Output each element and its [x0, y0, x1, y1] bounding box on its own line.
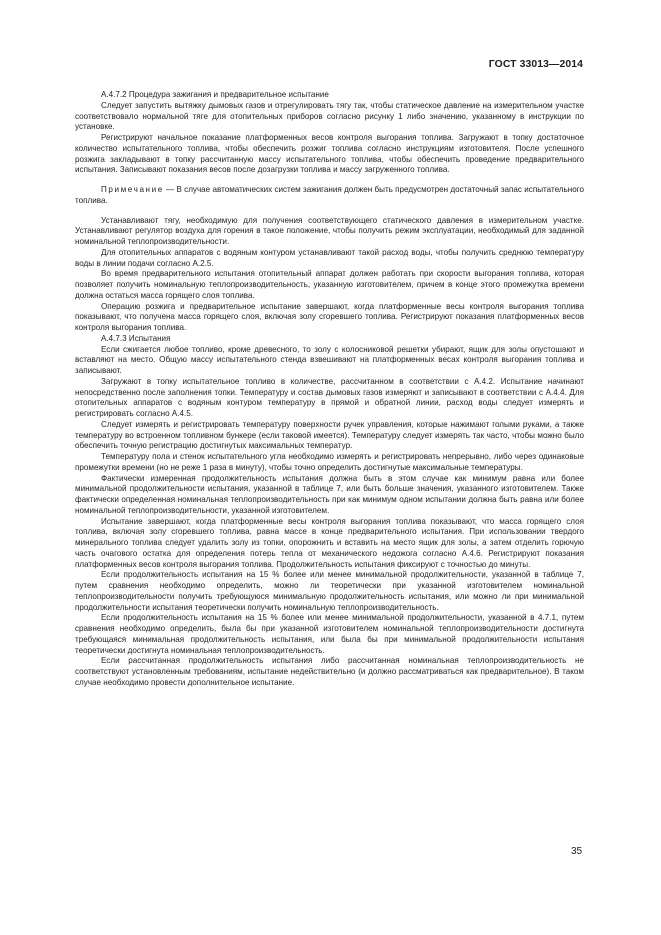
paragraph: Операцию розжига и предварительное испытание завершают, когда платформенные весы контроля выгорания топлива показывают, что получена масса горящего слоя, включая золу сгоревшего топлива. Регистрируют показания платформенных весов контроля выгорания топлива. — [75, 301, 584, 332]
paragraph: Если продолжительность испытания на 15 % более или менее минимальной продолжительности, указанной в 4.7.1, путем сравнения необходимо определить, была бы при указанной изготовителем номинальной теплопроизводительности достигнута требующаяся минимальная продолжительность испытания, или была бы при минимальной продолжительности испытания теоретически достигнута номинальная теплопроизводительность. — [75, 613, 584, 655]
paragraph: Температуру пола и стенок испытательного угла необходимо измерять и регистрировать непрерывно, либо через одинаковые промежутки времени (но не реже 1 раза в минуту), чтобы точно определить достигнутые максимальные температуры. — [75, 452, 584, 472]
page-body — [75, 90, 584, 689]
paragraph: Устанавливают тягу, необходимую для получения соответствующего статического давления в измерительном участке. Устанавливают регулятор воздуха для горения в такое положение, чтобы получить режим эксплуатации, необходимый для заданной номинальной теплопроизводительности. — [75, 215, 584, 246]
paragraph: Во время предварительного испытания отопительный аппарат должен работать при скорости выгорания топлива, которая позволяет получить номинальную теплопроизводительность, указанную изготовителем, причем в конце этого промежутка времени должна остаться масса горящего слоя топлива. — [75, 269, 584, 300]
paragraph: Регистрируют начальное показание платформенных весов контроля выгорания топлива. Загружают в топку достаточное количество испытательного топлива, чтобы обеспечить розжиг топлива согласно инструкциям изготовителя. После успешного розжига закладывают в топку рассчитанную массу испытательного топлива, чтобы обеспечить проведение предварительного испытания. Записывают показания весов после дозагрузки топлива и массу загруженного топлива. — [75, 133, 584, 175]
section-heading-a473: А.4.7.3 Испытания — [101, 333, 171, 343]
paragraph: Если продолжительность испытания на 15 % более или менее минимальной продолжительности, указанной в таблице 7, путем сравнения необходимо определить, можно ли теоретически при указанной изготовителем номинальной теплопроизводительности получить требующуюся минимальную продолжительность испытания, или можно ли при минимальной продолжительности испытания теоретически получить номинальную теплопроизводительность. — [75, 570, 584, 612]
note-text: — В случае автоматических систем зажигания должен быть предусмотрен достаточный запас испытательного топлива. — [75, 185, 584, 205]
standard-number: ГОСТ 33013—2014 — [488, 59, 583, 70]
paragraph: Фактически измеренная продолжительность испытания должна быть в этом случае как минимум равна или более минимальной продолжительности испытания, указанной в таблице 7, или быть больше значения, указанного изготовителем. Также фактически определенная номинальная теплопроизводительность при как минимум одном испытании должна быть равна или более номинальной теплопроизводительности, указанной изготовителем. — [75, 473, 584, 515]
paragraph: Испытание завершают, когда платформенные весы контроля выгорания топлива показывают, что масса горящего слоя топлива, включая золу сгоревшего топлива, равна массе в конце предварительного испытания. При использовании твердого минерального топлива следует удалить золу из топки, опорожнить и вставить на место ящик для золы, а затем отделить горючую часть очагового остатка для определения потерь тепла от механического недожога согласно А.4.6. Регистрируют показания платформенных весов контроля выгорания топлива. Продолжительность испытания фиксируют с точностью до минуты. — [75, 516, 584, 569]
paragraph: Следует запустить вытяжку дымовых газов и отрегулировать тягу так, чтобы статическое давление на измерительном участке соответствовало нормальной тяге для отопительных приборов согласно рисунку 1 либо значению, указанному в инструкции по установке. — [75, 100, 584, 132]
page-number: 35 — [571, 846, 583, 857]
paragraph: Загружают в топку испытательное топливо в количестве, рассчитанном в соответствии с А.4.2. Испытание начинают непосредственно после заполнения топки. Температуру и состав дымовых газов измеряют и записывают в соответствии с А.4.4. Для отопительных аппаратов с водяным контуром температуру в прямой и обратной линии, расход воды следует измерять и регистрировать согласно А.4.5. — [75, 376, 584, 418]
note-label: Примечание — [101, 185, 164, 194]
paragraph: Если сжигается любое топливо, кроме древесного, то золу с колосниковой решетки убирают, ящик для золы опустошают и вставляют на место. Общую массу испытательного стенда взвешивают на платформенных весах контроля выгорания топлива и записывают. — [75, 344, 584, 375]
paragraph: Следует измерять и регистрировать температуру поверхности ручек управления, которые нажимают голыми руками, а также температуру во встроенном топливном бункере (если таковой имеется). Температуру следует измерять так часто, чтобы можно было обеспечить точную регистрацию достигнутых максимальных температур. — [75, 419, 584, 451]
note — [75, 185, 584, 207]
section-heading-a472: А.4.7.2 Процедура зажигания и предварительное испытание — [101, 90, 329, 99]
paragraph: Если рассчитанная продолжительность испытания либо рассчитанная номинальная теплопроизводительность не соответствуют установленным требованиям, испытание недействительно (и должно рассматриваться как предварительное). В таком случае необходимо провести дополнительное испытание. — [75, 656, 584, 687]
paragraph: Для отопительных аппаратов с водяным контуром устанавливают такой расход воды, чтобы получить среднюю температуру воды в линии подачи согласно А.2.5. — [75, 247, 584, 268]
